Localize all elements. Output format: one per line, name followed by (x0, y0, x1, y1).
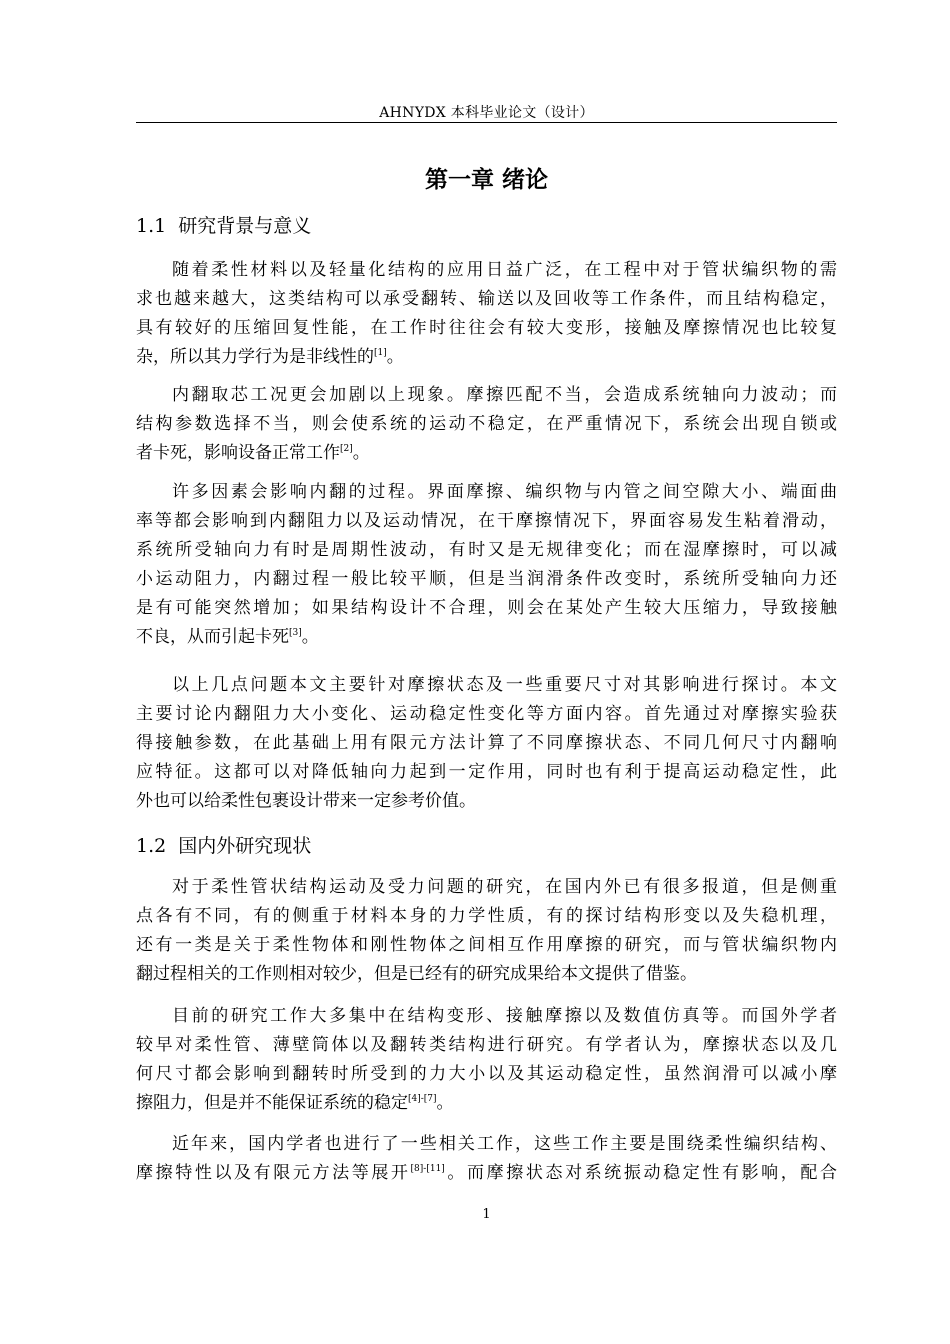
text-line: 近年来，国内学者也进行了一些相关工作，这些工作主要是围绕柔性编织结构、 (172, 1134, 837, 1154)
text-line: 率等都会影响到内翻阻力以及运动情况，在干摩擦情况下，界面容易发生粘着滑动， (136, 511, 837, 531)
text-line: 何尺寸都会影响到翻转时所受到的力大小以及其运动稳定性，虽然润滑可以减小摩 (136, 1064, 837, 1084)
chapter-title: 第一章 绪论 (424, 167, 548, 193)
paragraph-status-1 (136, 873, 837, 989)
text-line-content: 摩擦特性以及有限元方法等展开 (136, 1163, 411, 1183)
citation-8-11: [8]-[11] (410, 1164, 445, 1174)
sentence-end: 。 (386, 347, 404, 367)
text-line: 随着柔性材料以及轻量化结构的应用日益广泛，在工程中对于管状编织物的需 (172, 260, 837, 280)
sentence-end: 。 (301, 627, 319, 647)
text-line: 许多因素会影响内翻的过程。界面摩擦、编织物与内管之间空隙大小、端面曲 (172, 482, 837, 502)
text-line: 以上几点问题本文主要针对摩擦状态及一些重要尺寸对其影响进行探讨。本文 (172, 675, 837, 695)
section-title: 研究背景与意义 (178, 215, 312, 237)
text-line (136, 343, 837, 372)
paragraph-status-2 (136, 1002, 837, 1118)
text-line: 应特征。这都可以对降低轴向力起到一定作用，同时也有利于提高运动稳定性，此 (136, 762, 837, 782)
paragraph-background-1 (136, 256, 837, 372)
text-line (136, 439, 837, 468)
sentence-end: 。 (436, 1093, 454, 1113)
text-line-content: 擦阻力，但是并不能保证系统的稳定 (136, 1093, 408, 1113)
section-number: 1.2 (136, 835, 167, 857)
paragraph-background-2 (136, 381, 837, 468)
text-line: 较早对柔性管、薄壁筒体以及翻转类结构进行研究。有学者认为，摩擦状态以及几 (136, 1035, 837, 1055)
text-line: 小运动阻力，内翻过程一般比较平顺，但是当润滑条件改变时，系统所受轴向力还 (136, 569, 837, 589)
paragraph-background-4 (136, 671, 837, 816)
text-line: 是有可能突然增加；如果结构设计不合理，则会在某处产生较大压缩力，导致接触 (136, 598, 837, 618)
section-number: 1.1 (136, 215, 167, 237)
citation-2: [2] (340, 444, 353, 454)
running-header: AHNYDX 本科毕业论文（设计） (379, 105, 594, 121)
paragraph-status-3 (136, 1130, 837, 1188)
text-line: 点各有不同，有的侧重于材料本身的力学性质，有的探讨结构形变以及失稳机理， (136, 906, 837, 926)
text-line: 具有较好的压缩回复性能，在工作时往往会有较大变形，接触及摩擦情况也比较复 (136, 318, 837, 338)
text-line: 求也越来越大，这类结构可以承受翻转、输送以及回收等工作条件，而且结构稳定， (136, 289, 837, 309)
text-line: 结构参数选择不当，则会使系统的运动不稳定，在严重情况下，系统会出现自锁或 (136, 414, 837, 434)
text-line-content: 者卡死，影响设备正常工作 (136, 443, 340, 463)
citation-4-7: [4]-[7] (408, 1094, 437, 1104)
section-heading-1-2 (136, 832, 837, 860)
text-line-tail: 。而摩擦状态对系统振动稳定性有影响，配合 (444, 1163, 838, 1183)
header-rule (136, 122, 837, 123)
sentence-end: 。 (352, 443, 370, 463)
text-line: 内翻取芯工况更会加剧以上现象。摩擦匹配不当，会造成系统轴向力波动；而 (172, 385, 837, 405)
section-heading-1-1 (136, 212, 837, 240)
text-line-content: 杂，所以其力学行为是非线性的 (136, 347, 374, 367)
citation-3: [3] (289, 628, 302, 638)
text-line: 对于柔性管状结构运动及受力问题的研究，在国内外已有很多报道，但是侧重 (172, 877, 837, 897)
page-number: 1 (482, 1207, 491, 1222)
text-line (136, 1159, 837, 1188)
text-line-content: 不良，从而引起卡死 (136, 627, 289, 647)
text-line: 主要讨论内翻阻力大小变化、运动稳定性变化等方面内容。首先通过对摩擦实验获 (136, 704, 837, 724)
citation-1: [1] (374, 348, 387, 358)
text-line: 还有一类是关于柔性物体和刚性物体之间相互作用摩擦的研究，而与管状编织物内 (136, 935, 837, 955)
text-line: 外也可以给柔性包裹设计带来一定参考价值。 (136, 791, 476, 811)
text-line (136, 623, 837, 652)
section-title: 国内外研究现状 (178, 835, 312, 857)
text-line: 系统所受轴向力有时是周期性波动，有时又是无规律变化；而在湿摩擦时，可以减 (136, 540, 837, 560)
text-line (136, 1089, 837, 1118)
text-line: 翻过程相关的工作则相对较少，但是已经有的研究成果给本文提供了借鉴。 (136, 964, 697, 984)
text-line: 得接触参数，在此基础上用有限元方法计算了不同摩擦状态、不同几何尺寸内翻响 (136, 733, 837, 753)
text-line: 目前的研究工作大多集中在结构变形、接触摩擦以及数值仿真等。而国外学者 (172, 1006, 837, 1026)
paragraph-background-3 (136, 478, 837, 652)
